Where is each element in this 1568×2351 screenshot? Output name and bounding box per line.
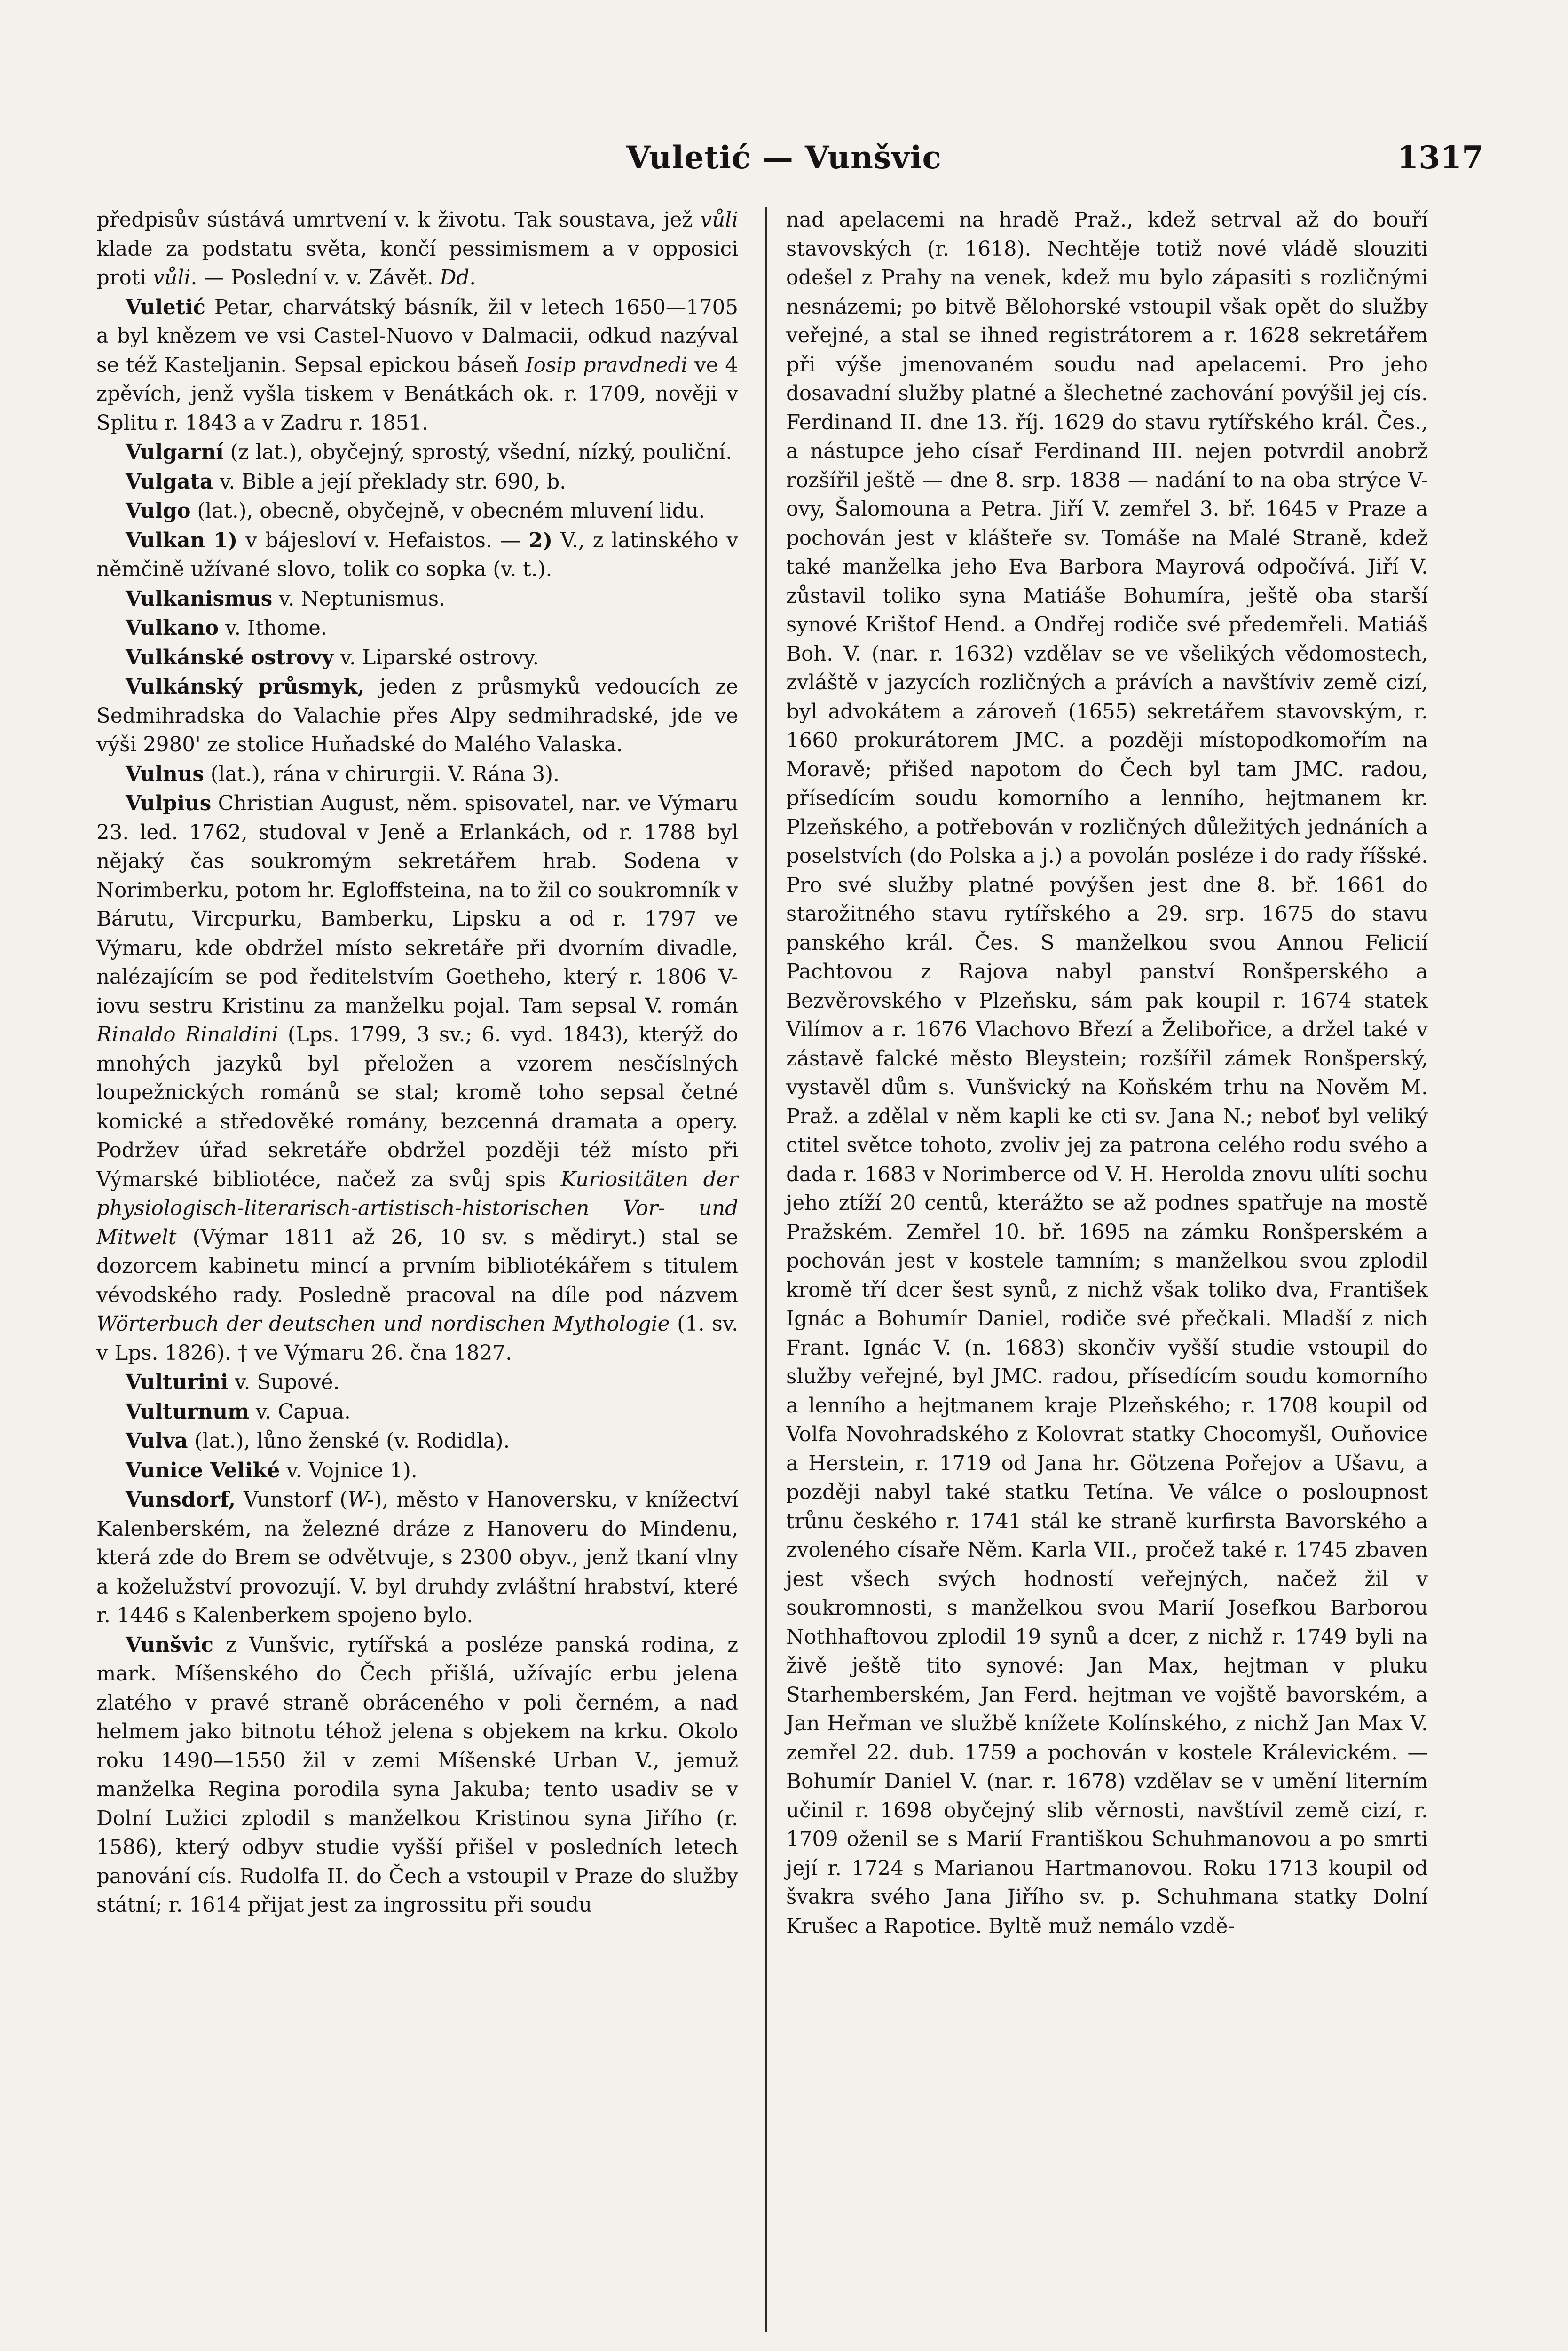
entry-italic-text: Rinaldo Rinaldini [96, 1023, 278, 1047]
entry-text: V., z latinského v němčině užívané slovo, tolik co sopka (v. t.). [96, 529, 738, 581]
entry-headword: Vunšvic [126, 1633, 213, 1657]
entry-text: ve 4 zpěvích, jenž vyšla tiskem v Benátkách ok. r. 1709, nověji v Splitu r. 1843 a v Zadru r. 1851. [96, 353, 738, 435]
entry-text: Christian August, něm. spisovatel, nar. ve Výmaru 23. led. 1762, studoval v Jeně a Erlankách, od r. 1788 byl nějaký čas soukromým sekretářem hrab. Sodena v Norimberku, potom hr. Egloffsteina, na to žil co soukromník v Bárutu, Vircpurku, Bamberku, Lipsku a od r. 1797 ve Výmaru, kde obdržel místo sekretáře při dvorním divadle, nalézajícím se pod ředitelstvím Goetheho, který r. 1806 V-iovu sestru Kristinu za manželku pojal. Tam sepsal V. román [96, 792, 738, 1018]
entry-headword: Vulkánský průsmyk, [126, 675, 365, 699]
dictionary-entry [96, 1397, 738, 1427]
entry-text: z Vunšvic, rytířská a posléze panská rodina, z mark. Míšenského do Čech přišlá, užívajíc erbu jelena zlatého v pravé straně obráceného v poli černém, a nad helmem jako bitnotu téhož jelena s objekem na krku. Okolo roku 1490—1550 žil v zemi Míšenské Urban V., jemuž manželka Regina porodila syna Jakuba; tento usadiv se v Dolní Lužici zplodil s manželkou Kristinou syna Jiřího (r. 1586), který odbyv studie vyšší přišel v posledních letech panování cís. Rudolfa II. do Čech a vstoupil v Praze do služby státní; r. 1614 přijat jest za ingrossitu při soudu [96, 1633, 738, 1917]
entry-italic-text: Dd. [440, 266, 476, 290]
entry-italic-text: vůli [153, 266, 191, 290]
dictionary-entry [96, 643, 738, 673]
entry-headword: Vunice Veliké [126, 1458, 280, 1483]
entry-italic-text: Iosip pravdnedi [525, 353, 688, 377]
entry-text: v bájesloví v. Hefaistos. — [237, 529, 529, 552]
entry-headword: Vulgarní [126, 440, 224, 464]
dictionary-entry [96, 789, 738, 1368]
entry-text: ), město v Hanoversku, v knížectví Kalenberském, na železné dráze z Hanoveru do Mindenu, která zde do Brem se odvětvuje, s 2300 obyv., jenž tkaní vlny a koželužství provozují. V. byl druhdy zvláštní hrabství, které r. 1446 s Kalenberkem spojeno bylo. [96, 1488, 739, 1627]
entry-text: Vunstorf ( [235, 1488, 348, 1512]
dictionary-entry [786, 206, 1428, 1941]
entry-headword: Vulturini [126, 1370, 229, 1394]
entry-headword: 2) [528, 528, 553, 552]
entry-text: Petar, charvátský básník, žil v letech 1650—1705 a byl knězem ve vsi Castel-Nuovo v Dalmacii, odkud nazýval se též Kasteljanin. Sepsal epickou báseň [96, 295, 738, 377]
page-number: 1317 [1397, 139, 1483, 176]
entry-text: nad apelacemi na hradě Praž., kdež setrval až do bouří stavovských (r. 1618). Nechtěje totiž nové vládě slouziti odešel z Prahy na venek, kdež mu bylo zápasiti s rozličnými nesnázemi; po bitvě Bělohorské vstoupil však opět do služby veřejné, a stal se ihned registrátorem a r. 1628 sekretářem při výše jmenovaném soudu nad apelacemi. Pro jeho dosavadní služby platné a šlechetné zachování povýšil jej cís. Ferdinand II. dne 13. říj. 1629 do stavu rytířského král. Čes., a nástupce jeho císař Ferdinand III. nejen potvrdil anobrž rozšířil ještě — dne 8. srp. 1838 — nadání to na oba strýce V-ovy, Šalomouna a Petra. Jiří V. zemřel 3. bř. 1645 v Praze a pochován jest v klášteře sv. Tomáše na Malé Straně, kdež také manželka jeho Eva Barbora Mayrová odpočívá. Jiří V. zůstavil toliko syna Matiáše Bohumíra, ještě oba starší synové Krištof Hend. a Ondřej rodiče své předemřeli. Matiáš Boh. V. (nar. r. 1632) vzdělav se ve všelikých vědomostech, zvláště v jazycích rozličných a právích a navštíviv země cizí, byl advokátem a zároveň (1655) sekretářem stavovským, r. 1660 prokurátorem JMC. a později místopodkomořím na Moravě; přišed napotom do Čech byl tam JMC. radou, přísedícím soudu komorního a lenního, hejtmanem kr. Plzeňského, a potřebován v rozličných důležitých jednáních a poselstvích (do Polska a j.) a povolán posléze i do rady říšské. Pro své služby platné povýšen jest dne 8. bř. 1661 do starožitného stavu rytířského a 29. srp. 1675 do stavu panského král. Čes. S manželkou svou Annou Felicií Pachtovou z Rajova nabyl panství Ronšperského a Bezvěrovského v Plzeňsku, sám pak koupil r. 1674 statek Vilímov a r. 1676 Vlachovo Březí a Želibořice, a držel také v zástavě falcké město Bleystein; rozšířil zámek Ronšperský, vystavěl dům s. Vunšvický na Koňském trhu na Nověm M. Praž. a zdělal v něm kapli ke cti sv. Jana N.; neboť byl veliký ctitel světce tohoto, zvoliv jej za patrona celého rodu svého a dada r. 1683 v Norimberce od V. H. Herolda znovu ulíti sochu jeho ztíží 20 centů, kterážto se až podnes spatřuje na mostě Pražském. Zemřel 10. bř. 1695 na zámku Ronšperském a pochován jest v kostele tamním; s manželkou svou zplodil kromě tří dcer šest synů, z nichž však toliko dva, František Ignác a Bohumír Daniel, rodiče své přečkali. Mladší z nich Frant. Ignác V. (n. 1683) skončiv vyšší studie vstoupil do služby veřejné, byl JMC. radou, přísedícím soudu komorního a lenního a hejtmanem kraje Plzeňského; r. 1708 koupil od Volfa Novohradského z Kolovrat statky Chocomyšl, Ouňovice a Herstein, r. 1719 od Jana hr. Götzena Pořejov a Ušavu, a později nabyl také statku Tetína. Ve válce o posloupnost trůnu českého r. 1741 stál ke straně kurfirsta Bavorského a zvoleného císaře Něm. Karla VII., pročež také r. 1745 zbaven jest všech svých hodností veřejných, načež žil v soukromnosti, s manželkou svou Marií Josefkou Barborou Nothhaftovou zplodil 19 synů a dcer, z nichž r. 1749 byli na živě ještě tito synové: Jan Max, hejtman v pluku Starhemberském, Jan Ferd. hejtman ve vojště bavorském, a Jan Heřman ve službě knížete Kolínského, z nichž Jan Max V. zemřel 22. dub. 1759 a pochován v kostele Králevickém. — Bohumír Daniel V. (nar. r. 1678) vzdělav se v umění literním učinil r. 1698 obyčejný slib věrnosti, navštívil země cizí, r. 1709 oženil se s Marií Františkou Schuhmanovou a po smrti její r. 1724 s Marianou Hartmanovou. Roku 1713 koupil od švakra svého Jana Jiřího sv. p. Schuhmana statky Dolní Krušec a Rapotice. Byltě muž nemálo vzdě- [786, 208, 1428, 1938]
dictionary-entry [96, 1631, 738, 1920]
entry-italic-text: W- [347, 1488, 374, 1512]
running-head [85, 139, 1483, 181]
dictionary-entry [96, 206, 738, 293]
entry-text: v. Bible a její překlady str. 690, b. [213, 470, 567, 494]
dictionary-entry [96, 1456, 738, 1486]
entry-headword: Vulpius [126, 791, 212, 815]
entry-text: . — Poslední v. v. Závět. [190, 266, 440, 290]
entry-text: (Výmar 1811 až 26, 10 sv. s mědiryt.) stal se dozorcem kabinetu mincí a prvním bibliotékářem s titulem vévodského rady. Posledně pracoval na díle pod názvem [96, 1225, 738, 1307]
entry-italic-text: Kuriositäten der physiologisch-literarisch-artistisch-historischen Vor- und Mitwelt [96, 1168, 738, 1249]
entry-headword: Vulva [126, 1429, 188, 1453]
entry-headword: Vulgata [126, 469, 213, 494]
entry-headword: Vulgo [126, 499, 191, 523]
dictionary-entry [96, 672, 738, 760]
entry-headword: Vuletić [126, 295, 205, 319]
entry-text: v. Neptunismus. [272, 587, 445, 611]
dictionary-entry [96, 467, 738, 497]
entry-text: (Lps. 1799, 3 sv.; 6. vyd. 1843), kterýž do mnohých jazyků byl přeložen a vzorem nesčíslných loupežnických románů se stal; kromě toho sepsal četné komické a středověké romány, bezcenná dramata a opery. Podržev úřad sekretáře obdržel později též místo při Výmarské bibliotéce, načež za svůj spis [96, 1023, 738, 1191]
dictionary-entry [96, 438, 738, 467]
dictionary-entry [96, 526, 738, 584]
dictionary-entry [96, 1368, 738, 1397]
entry-text: v. Vojnice 1). [280, 1459, 418, 1483]
entry-italic-text: Wörterbuch der deutschen und nordischen Mythologie [96, 1312, 670, 1336]
entry-text: (lat.), rána v chirurgii. V. Rána 3). [204, 762, 559, 786]
entry-headword: Vunsdorf, [126, 1488, 236, 1512]
entry-headword: Vulkano [126, 616, 219, 640]
dictionary-entry [96, 760, 738, 789]
entry-text: klade za podstatu světa, končí pessimismem a v opposici proti [96, 237, 738, 290]
left-column [96, 206, 738, 1920]
dictionary-entry [96, 1427, 738, 1456]
entry-text: (lat.), obecně, obyčejně, v obecném mluvení lidu. [190, 499, 705, 523]
page-header-title: Vuletić — Vunšvic [626, 139, 942, 176]
dictionary-entry [96, 293, 738, 438]
dictionary-entry [96, 1485, 738, 1631]
entry-text: v. Liparské ostrovy. [333, 646, 539, 670]
entry-text: (1. sv. v Lps. 1826). † ve Výmaru 26. čna 1827. [96, 1312, 738, 1365]
entry-headword: Vulkanismus [126, 586, 273, 611]
entry-text: jeden z průsmyků vedoucích ze Sedmihradska do Valachie přes Alpy sedmihradské, jde ve výši 2980' ze stolice Huňadské do Malého Valaska. [96, 675, 738, 757]
dictionary-entry [96, 584, 738, 614]
entry-text: v. Capua. [249, 1400, 351, 1424]
dictionary-entry [96, 614, 738, 643]
entry-headword: Vulturnum [126, 1399, 250, 1424]
column-divider [765, 207, 767, 2332]
right-column [786, 206, 1428, 1941]
entry-text: (z lat.), obyčejný, sprostý, všední, nízký, pouliční. [223, 441, 732, 464]
dictionary-entry [96, 497, 738, 526]
entry-italic-text: vůli [700, 208, 738, 232]
entry-text: (lat.), lůno ženské (v. Rodidla). [188, 1429, 510, 1453]
entry-text: v. Supové. [228, 1371, 340, 1394]
entry-headword: Vulnus [126, 762, 204, 786]
entry-text: v. Ithome. [219, 616, 327, 640]
entry-text: předpisův sústává umrtvení v. k životu. Tak soustava, jež [96, 208, 701, 232]
entry-headword: Vulkan 1) [126, 528, 238, 552]
entry-headword: Vulkánské ostrovy [126, 645, 334, 670]
